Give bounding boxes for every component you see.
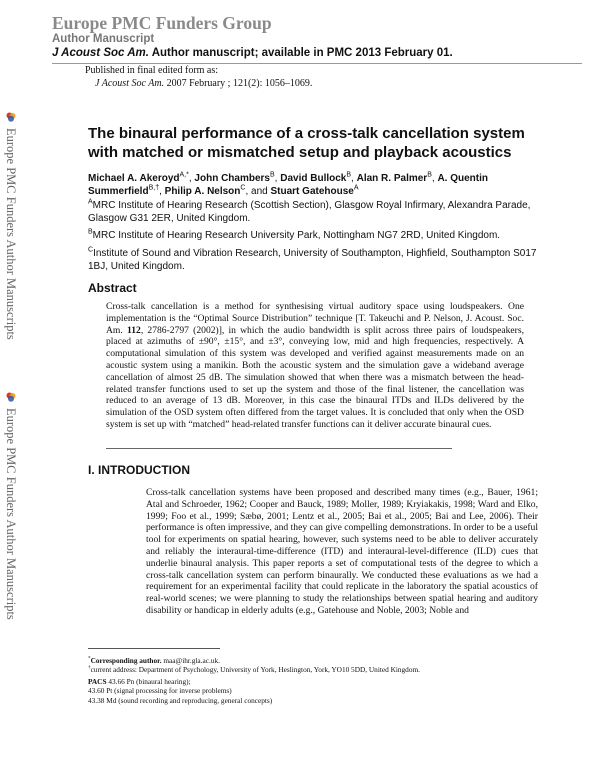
author-sup: B — [427, 171, 432, 179]
author-sup: B — [346, 171, 352, 179]
sidebar-watermark-2 — [2, 392, 20, 642]
affiliation-text: MRC Institute of Hearing Research (Scottish Section), Glasgow Royal Infirmary, Alexandra Parade, Glasgow G31 2ER, United Kingdom. — [88, 200, 531, 224]
footnote-sup: * — [88, 655, 91, 662]
author-sup: A — [353, 184, 359, 192]
current-address-text: current address: Department of Psychology, University of York, Heslington, York, YO10 5DD, United Kingdom. — [90, 665, 420, 675]
affiliation-text: Institute of Sound and Vibration Research, University of Southampton, Highfield, Southampton S017 1BJ, United Kingdom. — [88, 248, 537, 272]
author-name: John Chambers — [194, 173, 270, 184]
published-volume: 2007 February ; 121(2): 1056–1069. — [166, 78, 313, 89]
affiliation-a — [88, 199, 538, 225]
pacs-line — [88, 677, 548, 686]
pacs-item: 43.38 Md (sound recording and reproducing, general concepts) — [88, 695, 273, 705]
author-name: Philip A. Nelson — [164, 186, 241, 197]
published-citation — [85, 77, 312, 90]
pacs-line — [88, 686, 548, 695]
abstract-divider — [106, 448, 452, 449]
abstract-part-1: Cross-talk cancellation is a method for synthesising virtual auditory space using loudspeakers. One implementation is the “Optimal Source Distribution” technique [T. Takeuchi and P. Nelson, J. Acoust. Soc. Am. — [106, 301, 524, 336]
availability-text: Author manuscript; available in PMC 2013 February 01. — [151, 47, 453, 59]
pacs-item: 43.66 Pn (binaural hearing); — [108, 676, 191, 686]
corresponding-email: maa@ihr.gla.ac.uk. — [163, 656, 220, 665]
sidebar-watermark-1 — [2, 112, 20, 362]
author-name: David Bullock — [280, 173, 347, 184]
paper-title: The binaural performance of a cross-talk cancellation system with matched or mismatched setup and playback acoustics — [88, 125, 525, 161]
europe-pmc-logo-icon — [6, 392, 16, 402]
affiliation-sup: B — [88, 228, 93, 236]
footnote-sup: † — [88, 664, 91, 671]
sidebar-text: Europe PMC Funders Author Manuscripts — [4, 408, 18, 620]
author-name: Alan R. Palmer — [356, 173, 428, 184]
footnote-divider — [88, 648, 220, 649]
affiliation-b — [88, 229, 538, 242]
manuscript-header — [52, 14, 582, 64]
published-label: Published in final edited form as: — [85, 65, 219, 76]
availability-line — [52, 46, 582, 60]
author-list: Michael A. Akeroyd$^{A,*}$, John Chambers$^B$, David Bullock$^B$, Alan R. Palmer$^B$, A. Quentin Summerfield$^{B,\dagger}$, Philip A. Nelson$^C$, and Stuart Gatehouse$^A$ — [88, 171, 488, 197]
pacs-line — [88, 696, 548, 705]
corresponding-author-label: Corresponding author. — [90, 656, 162, 665]
pacs-label: PACS — [88, 676, 107, 686]
funders-group-title: Europe PMC Funders Group — [52, 13, 272, 33]
journal-abbrev: J Acoust Soc Am. — [52, 47, 149, 59]
published-journal: J Acoust Soc Am. — [95, 78, 165, 89]
author-sup: C — [240, 184, 246, 192]
author-sup: B — [270, 171, 275, 179]
sidebar-text: Europe PMC Funders Author Manuscripts — [4, 128, 18, 340]
introduction-heading: I. INTRODUCTION — [88, 463, 190, 477]
pacs-item: 43.60 Pt (signal processing for inverse problems) — [88, 686, 232, 696]
affiliation-sup: C — [88, 246, 94, 254]
author-sup: A,* — [179, 171, 189, 179]
published-info — [85, 64, 312, 90]
author-name: A. Quentin Summerfield — [88, 173, 488, 197]
affiliation-text: MRC Institute of Hearing Research University Park, Nottingham NG7 2RD, United Kingdom. — [92, 230, 501, 241]
abstract-part-2: , 2786-2797 (2002)], in which the audio bandwidth is split across three pairs of loudspeakers, placed at azimuths of ±90°, ±15°, and ±3°, conveying low, mid and high frequencies, respectively. A computational simulation of this system was developed and verified against measurements made on an acoustic system using a manikin. Both the acoustic system and the simulation gave a wideband average cancellation of almost 25 dB. The simulation showed that when there was a mismatch between the head-related transfer functions used to set up the system and those of the final listener, the cancellation was reduced to an average of 13 dB. Moreover, in this case the binaural ITDs and ILDs delivered by the simulation of the OSD system often differed from the target values. It is concluded that only when the OSD system is set up with “matched” head-related transfer functions can it deliver accurate binaural cues. — [106, 324, 524, 430]
author-manuscript-label: Author Manuscript — [52, 33, 155, 45]
europe-pmc-logo-icon — [6, 112, 16, 122]
affiliation-c — [88, 247, 538, 273]
abstract-body — [106, 301, 524, 431]
corresponding-author-note — [88, 656, 548, 665]
author-name: Michael A. Akeroyd — [88, 173, 180, 184]
footnotes — [88, 656, 548, 705]
author-sup: B,† — [148, 184, 160, 192]
affiliation-sup: A — [88, 198, 93, 206]
current-address-note — [88, 665, 548, 674]
author-name: Stuart Gatehouse — [270, 186, 354, 197]
abstract-heading: Abstract — [88, 281, 137, 295]
introduction-body: Cross-talk cancellation systems have been proposed and described many times (e.g., Bauer, 1961; Atal and Schroeder, 1962; Cooper and Bauck, 1989; Moller, 1989; Kryiakakis, 1998; Ward and Elko, 1999; Foo et al., 1999; Sæbø, 2001; Lentz et al., 2005; Bai et al., 2005; Bai and Lee, 2006). Their performance is often impressive, and they can give compelling demonstrations. In order to be a useful tool for experiments on spatial hearing, however, such systems need to be able to deliver accurately and reliably the interaural-time-difference (ITD) and interaural-level-difference (ILD) cues that underlie binaural analysis. This paper reports a set of computational tests of the degree to which a cross-talk cancellation system can perform binaurally. We conducted these evaluations as we had a requirement for an experimental facility that could replicate in the laboratory the spatial acoustics of real-world scenes; we were planning to study the relationships between spatial hearing and auditory disability or handicap in elderly adults (e.g., Gatehouse and Noble, 2003; Noble and — [146, 487, 538, 616]
abstract-volume: 112 — [126, 324, 141, 336]
